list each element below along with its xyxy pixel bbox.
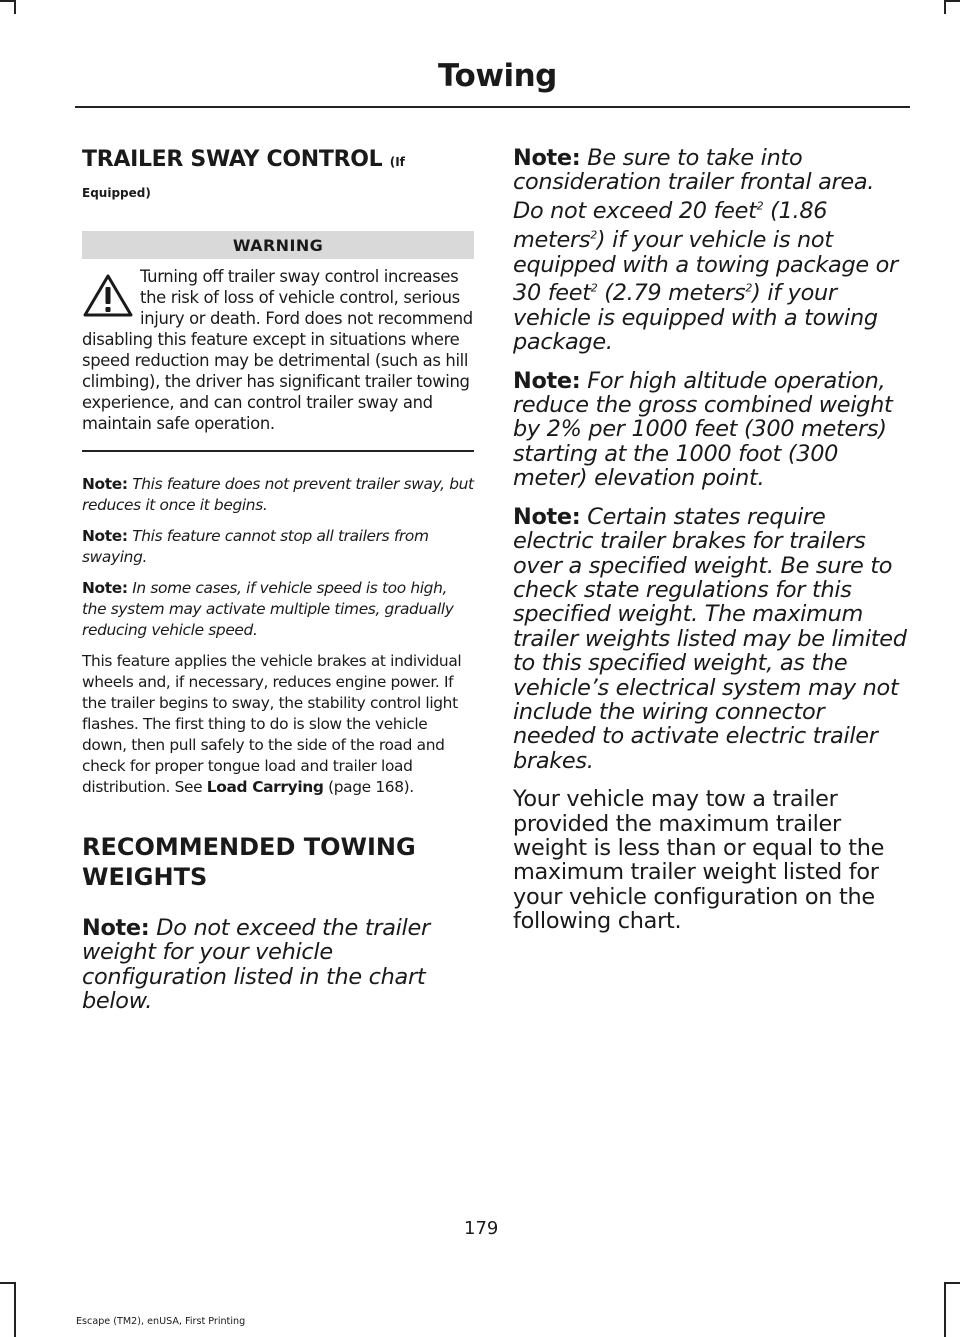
note-text-part: (2.79 meters xyxy=(597,280,746,307)
crop-mark xyxy=(944,0,946,14)
note-item xyxy=(82,474,474,516)
note-item xyxy=(513,369,909,491)
footer-text: Escape (TM2), enUSA, First Printing xyxy=(76,1316,246,1327)
note-text: This feature cannot stop all trailers from swaying. xyxy=(82,527,429,566)
page-number: 179 xyxy=(464,1218,499,1239)
section-title-recommended-towing xyxy=(82,832,474,892)
crop-mark xyxy=(0,0,14,2)
note-label: Note: xyxy=(513,503,581,530)
cross-reference-link[interactable]: Load Carrying xyxy=(206,778,324,796)
warning-heading: WARNING xyxy=(82,231,474,259)
body-paragraph xyxy=(82,651,474,798)
section-title-text: TRAILER SWAY CONTROL xyxy=(82,147,383,172)
section-title-trailer-sway xyxy=(82,145,474,177)
page-header-title: Towing xyxy=(438,58,557,94)
body-text: This feature applies the vehicle brakes at individual wheels and, if necessary, reduces engine power. If the trailer begins to sway, the stability control light flashes. The first thing to do is slow the vehicle down, then pull safely to the side of the road and check for proper tongue load and trailer load distribution. See xyxy=(82,652,462,796)
superscript: 2 xyxy=(590,281,598,295)
warning-triangle-icon xyxy=(82,271,134,319)
note-item xyxy=(82,578,474,641)
section-title-qualifier: (If xyxy=(389,155,405,169)
crop-mark xyxy=(14,1282,16,1337)
superscript: 2 xyxy=(756,199,764,213)
section-title-line: RECOMMENDED TOWING xyxy=(82,833,416,861)
note-text-part: Be sure to take into consideration trailer frontal area. Do not exceed 20 feet xyxy=(513,145,875,225)
page-reference: (page 168). xyxy=(328,778,414,796)
note-text-part: (1.86 meters xyxy=(513,198,828,254)
header-rule xyxy=(75,106,910,108)
crop-mark xyxy=(944,1282,946,1337)
note-label: Note: xyxy=(513,145,581,171)
body-paragraph: Your vehicle may tow a trailer provided the maximum trailer weight is less than or equal to the maximum trailer weight listed for your vehicle configuration on the following chart. xyxy=(513,786,885,935)
note-text-part: ) if your vehicle is equipped with a towing package. xyxy=(513,280,878,356)
crop-mark xyxy=(946,0,960,2)
note-label: Note: xyxy=(82,527,128,545)
section-title-qualifier-end: Equipped) xyxy=(82,186,151,200)
note-text: For high altitude operation, reduce the gross combined weight by 2% per 1000 feet (300 meters) starting at the 1000 foot (300 meter) elevation point. xyxy=(513,367,893,492)
note-text: Certain states require electric trailer brakes for trailers over a specified weight. Be sure to check state regulations for this specified weight. The maximum trailer weights listed may be limited to this specified weight, as the vehicle’s electrical system may not include the wiring connector needed to activate electric trailer brakes. xyxy=(513,503,907,774)
note-text xyxy=(513,145,898,355)
note-label: Note: xyxy=(82,579,128,597)
note-text: This feature does not prevent trailer sway, but reduces it once it begins. xyxy=(82,475,474,514)
note-item xyxy=(513,505,909,773)
right-column xyxy=(513,146,909,934)
note-item xyxy=(82,916,474,1014)
warning-rule xyxy=(82,450,474,452)
warning-body xyxy=(82,259,474,434)
warning-text: Turning off trailer sway control increases the risk of loss of vehicle control, serious injury or death. Ford does not recommend disabling this feature except in situations where speed reduction may be detrimental (such as hill climbing), the driver has significant trailer towing experience, and can control trailer sway and maintain safe operation. xyxy=(82,267,473,433)
warning-box xyxy=(82,231,474,452)
superscript: 2 xyxy=(745,281,753,295)
note-label: Note: xyxy=(82,475,128,493)
left-column xyxy=(82,145,474,1014)
note-text: In some cases, if vehicle speed is too high, the system may activate multiple times, gradually reducing vehicle speed. xyxy=(82,579,454,639)
crop-mark xyxy=(0,1282,14,1284)
note-item xyxy=(513,146,909,355)
superscript: 2 xyxy=(590,228,597,242)
crop-mark xyxy=(946,1282,960,1284)
note-label: Note: xyxy=(82,915,150,941)
note-text: Do not exceed the trailer weight for your vehicle configuration listed in the chart below. xyxy=(82,915,430,1015)
crop-mark xyxy=(14,0,16,14)
note-text-part: ) if your vehicle is not equipped with a towing package or 30 feet xyxy=(513,227,898,307)
note-label: Note: xyxy=(513,367,581,394)
section-title-line: WEIGHTS xyxy=(82,863,208,891)
note-item xyxy=(82,526,474,568)
